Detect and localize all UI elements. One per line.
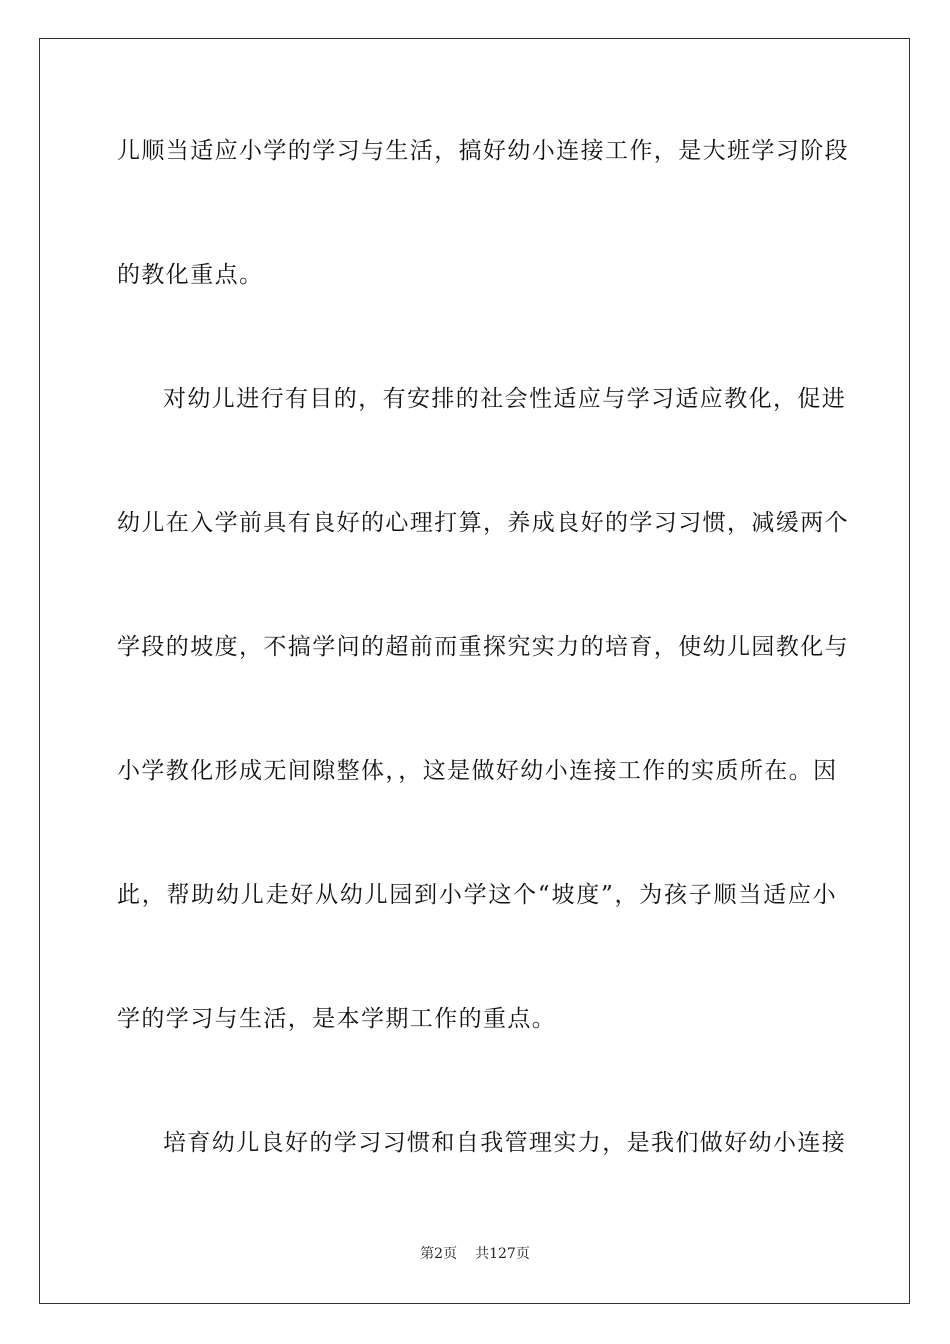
paragraph-line: 学的学习与生活，是本学期工作的重点。 <box>117 1006 557 1032</box>
paragraph-line: 学段的坡度，不搞学问的超前而重探究实力的培育，使幼儿园教化与 <box>117 634 849 660</box>
paragraph-line: 幼儿在入学前具有良好的心理打算，养成良好的学习习惯，减缓两个 <box>117 510 849 536</box>
page-footer <box>0 1245 950 1263</box>
page-border <box>39 38 910 1304</box>
paragraph-line: 培育幼儿良好的学习习惯和自我管理实力，是我们做好幼小连接 <box>163 1130 847 1156</box>
paragraph-line: 对幼儿进行有目的，有安排的社会性适应与学习适应教化，促进 <box>163 386 847 412</box>
paragraph-line: 此，帮助幼儿走好从幼儿园到小学这个“坡度”，为孩子顺当适应小 <box>117 882 837 908</box>
total-pages: 共127页 <box>475 1246 530 1262</box>
paragraph-line: 小学教化形成无间隙整体，，这是做好幼小连接工作的实质所在。因 <box>117 758 838 784</box>
paragraph-line: 的教化重点。 <box>117 262 264 288</box>
paragraph-line: 儿顺当适应小学的学习与生活，搞好幼小连接工作，是大班学习阶段 <box>117 138 849 164</box>
page-number: 第2页 <box>420 1246 458 1262</box>
